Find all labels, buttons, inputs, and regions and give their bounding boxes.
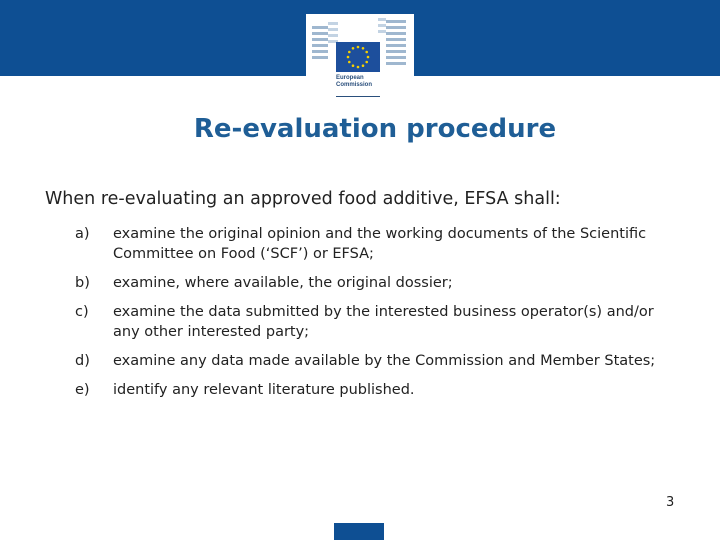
footer-tab [334, 523, 384, 540]
european-commission-logo [306, 14, 414, 100]
list-item [75, 351, 675, 371]
list-item [75, 380, 675, 400]
slide-title: Re-evaluation procedure [193, 114, 557, 144]
logo-line-commission: Commission [336, 82, 373, 88]
list-item [75, 302, 675, 342]
logo-wordmark [336, 75, 372, 89]
list-marker: b) [75, 275, 90, 291]
list-marker: c) [75, 304, 89, 320]
slide-intro: When re-evaluating an approved food additive, EFSA shall: [45, 189, 561, 209]
list-item [75, 273, 675, 293]
logo-line-european: European [336, 75, 364, 81]
procedure-list [75, 224, 675, 409]
list-text: examine the original opinion and the working documents of the Scientific Committee on Food (‘SCF’) or EFSA; [113, 226, 647, 262]
list-item [75, 224, 675, 264]
list-text: examine the data submitted by the interested business operator(s) and/or any other interested party; [113, 304, 654, 340]
list-marker: d) [75, 353, 90, 369]
list-text: examine any data made available by the Commission and Member States; [113, 353, 656, 369]
list-marker: e) [75, 382, 90, 398]
list-text: identify any relevant literature published. [113, 382, 415, 398]
page-number: 3 [666, 495, 675, 510]
list-marker: a) [75, 226, 90, 242]
list-text: examine, where available, the original dossier; [113, 275, 453, 291]
